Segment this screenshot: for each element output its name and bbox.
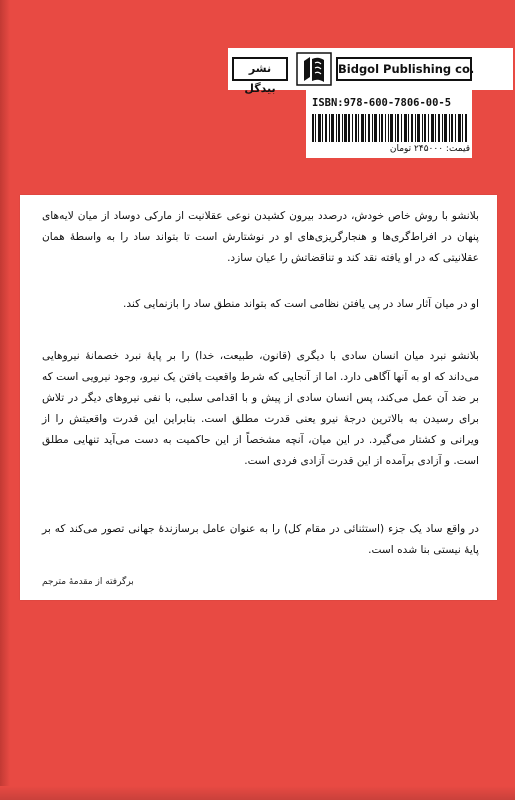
price-label: قیمت: ۲۴۵۰۰۰ تومان (389, 144, 470, 154)
isbn-number: ISBN:978-600-7806-00-5 (312, 97, 452, 109)
publisher-name-english: Bidgol Publishing co. (336, 57, 472, 81)
publisher-logo-icon (296, 52, 332, 86)
barcode-icon (312, 114, 468, 142)
publisher-name-persian: نشر بیدگل (232, 57, 288, 81)
excerpt-paragraph: او در میان آثار ساد در پی یافتن نظامی است که بتواند منطق ساد را بازنمایی کند. (122, 298, 479, 310)
excerpt-paragraph: بلانشو نبرد میان انسان سادی با دیگری (قانون، طبیعت، خدا) را بر پایهٔ نبرد خصمانهٔ نیروهایی می‌داند که او به آنها آگاهی دارد. اما از آنجایی که شرط واقعیت یافتن یک نیرو، وجود نیرویی است که بر ضد آن عمل می‌کند، پس انسان سادی از پیش و با اقدامی سلبی، با نفی نیروهای دیگر در تلاش برای رسیدن به بالاترین درجهٔ نیرو یعنی قدرت مطلق است. بنابراین این قدرت واقعیتش را از ویرانی و کشتار می‌گیرد. در این میان، آنچه مشخصاً از این حاکمیت به دست می‌آید تنهایی مطلق است. و آزادی برآمده از این قدرت آزادی فردی است. (42, 350, 479, 467)
excerpt-paragraph: در واقع ساد یک جزء (استثنائی در مقام کل) را به عنوان عامل برسازندهٔ جهانی تصور می‌کند که بر پایهٔ نیستی بنا شده است. (42, 523, 479, 556)
excerpt-paragraph: بلانشو با روش خاص خودش، درصدد بیرون کشیدن نوعی عقلانیت از مارکی دوساد از میان لایه‌های پنهان در افراط‌گری‌ها و هنجارگریزی‌های او در نوشتارش است تا بتواند ساد را به واسطهٔ همان عقلانیتی که در او یافته نقد کند و تناقضاتش را عیان سازد. (42, 210, 479, 264)
cover-spine-shadow (0, 0, 10, 800)
cover-bottom-edge (0, 786, 515, 800)
excerpt-source: برگرفته از مقدمهٔ مترجم (42, 577, 134, 587)
